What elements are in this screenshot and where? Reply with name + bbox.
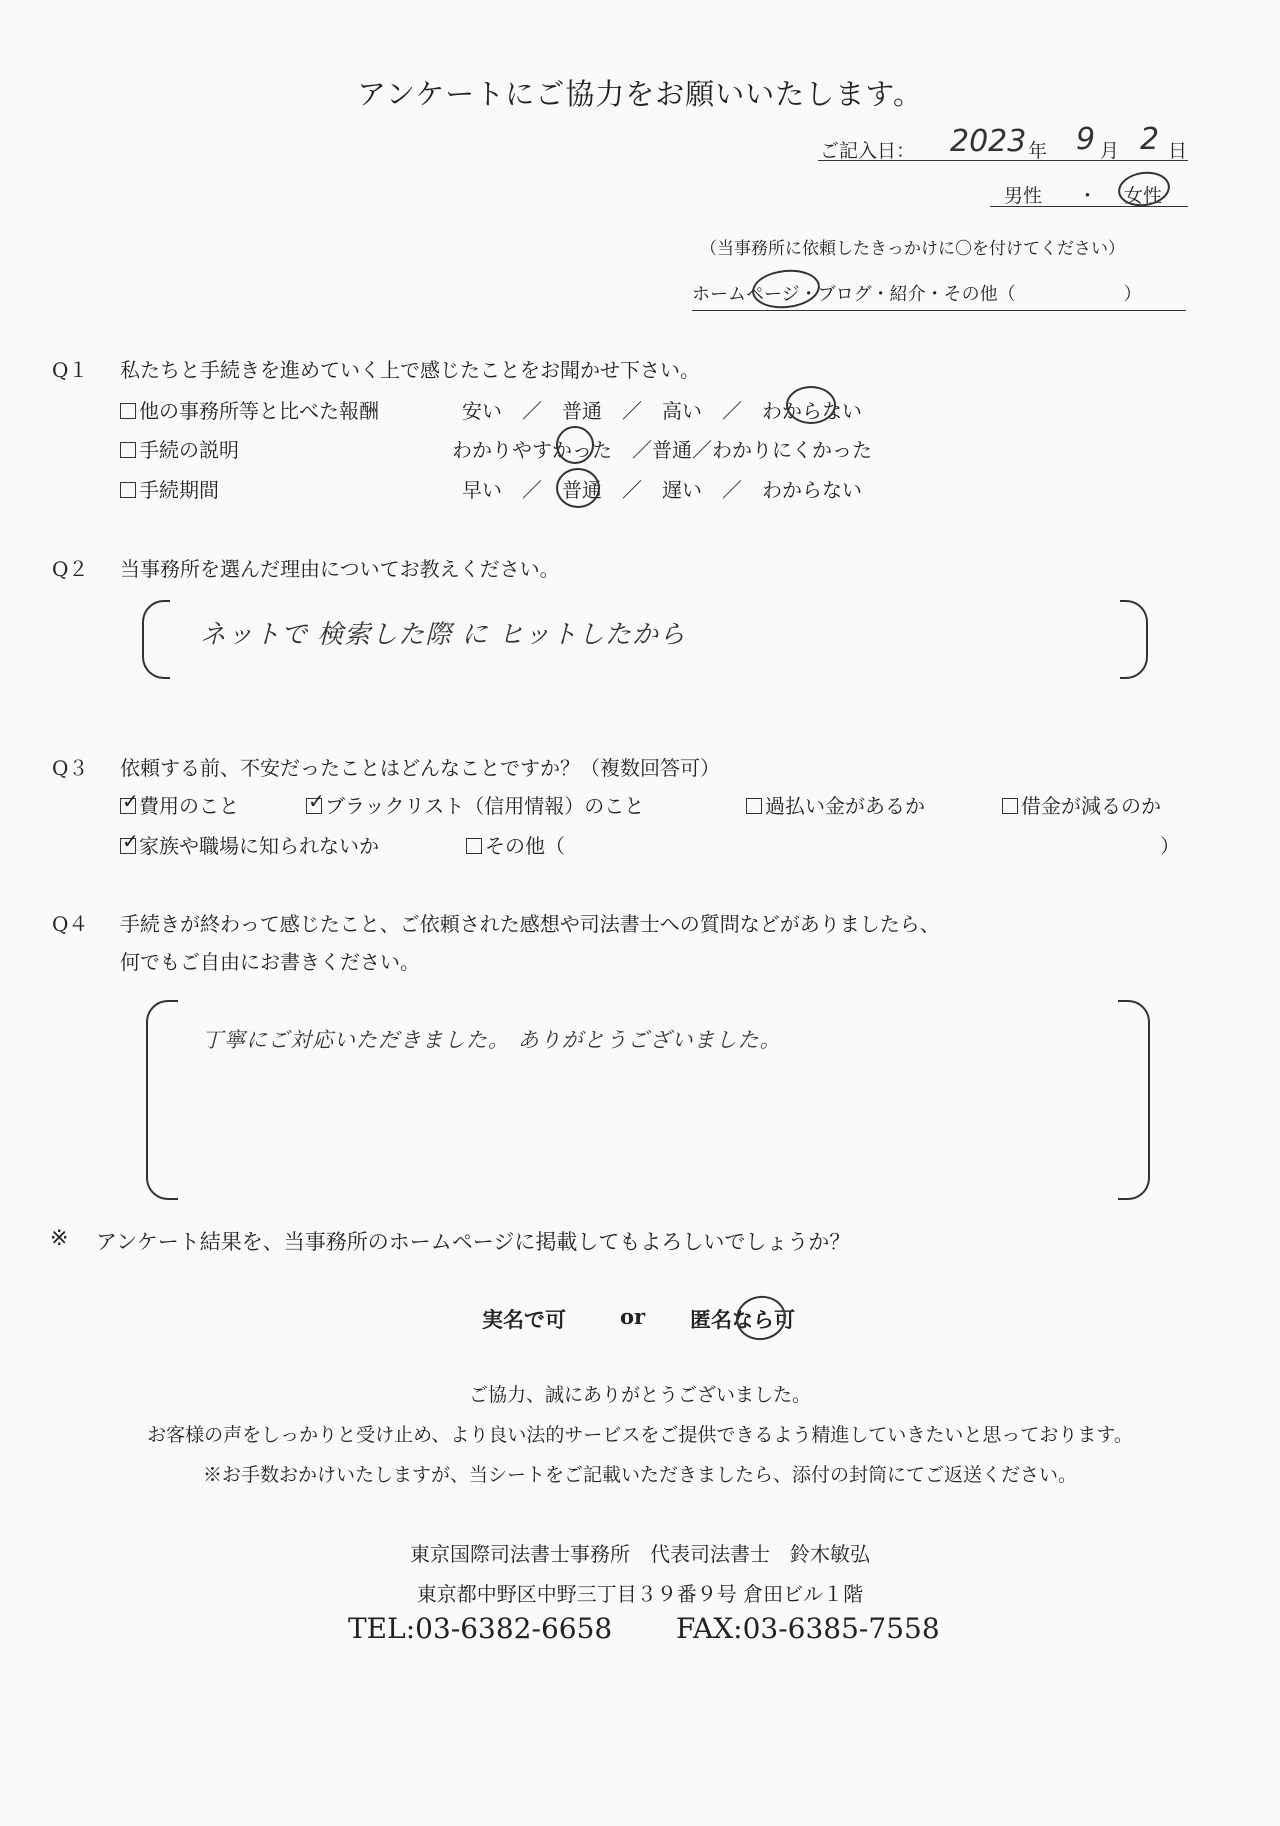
date-line [818, 124, 1188, 161]
q3-option-label: 家族や職場に知られないか [139, 834, 379, 858]
q1-row-label: 手続の説明 [139, 438, 239, 462]
q2-number: Q２ [52, 557, 89, 581]
q2-answer[interactable]: ネットで 検索した際 に ヒットしたから [200, 620, 687, 650]
date-day-unit: 日 [1168, 140, 1188, 162]
q3-option-other [466, 830, 565, 859]
date-year-unit: 年 [1028, 140, 1048, 162]
q1-row-label: 他の事務所等と比べた報酬 [139, 399, 379, 423]
checkbox[interactable] [1002, 798, 1018, 814]
q3-text: 依頼する前、不安だったことはどんなことですか？（複数回答可） [120, 756, 720, 780]
q4-answer-bracket-right [1118, 1000, 1150, 1200]
q3-number: Q３ [52, 756, 89, 780]
q2-answer-bracket-right [1120, 600, 1148, 679]
gender-sep: ・ [1078, 185, 1098, 207]
answer-circle-mark [556, 468, 600, 508]
checkbox-checked[interactable] [120, 798, 136, 814]
q1-number: Q１ [52, 358, 89, 382]
source-options: ホームページ・ブログ・紹介・その他（ ） [692, 280, 1186, 311]
checkbox-checked[interactable] [306, 798, 322, 814]
q1-row-explanation [120, 434, 239, 463]
q1-row-fee-options: 安い ／ 普通 ／ 高い ／ わからない [462, 399, 862, 423]
q4-text-line1: 手続きが終わって感じたこと、ご依頼された感想や司法書士への質問などがありましたら、 [120, 912, 940, 936]
answer-circle-mark [786, 386, 836, 424]
checkbox[interactable] [120, 482, 136, 498]
q1-text: 私たちと手続きを進めていく上で感じたことをお聞かせ下さい。 [120, 358, 700, 382]
q2-answer-bracket-left [142, 600, 170, 679]
publish-anonymous[interactable]: 匿名なら可 [690, 1307, 795, 1332]
checkbox-checked[interactable] [120, 838, 136, 854]
date-label: ご記入日： [820, 140, 916, 162]
date-day: 2 [1140, 122, 1160, 157]
office-fax: FAX:03-6385-7558 [676, 1612, 940, 1645]
q4-number: Q４ [52, 912, 89, 936]
gender-male: 男性 [1004, 185, 1043, 207]
publish-real-name[interactable]: 実名で可 [482, 1307, 566, 1332]
q3-option-cost [120, 790, 239, 819]
q3-option-debt [1002, 790, 1161, 819]
q4-text-line2: 何でもご自由にお書きください。 [120, 950, 420, 974]
q3-option-label: 借金が減るのか [1021, 794, 1161, 818]
q3-option-blacklist [306, 790, 644, 819]
closing-line2: お客様の声をしっかりと受け止め、より良い法的サービスをご提供できるよう精進していきたいと思っております。 [147, 1424, 1133, 1446]
office-name: 東京国際司法書士事務所 代表司法書士 鈴木敏弘 [410, 1542, 870, 1566]
q3-option-label: ブラックリスト（信用情報）のこと [325, 794, 645, 818]
date-month-unit: 月 [1100, 140, 1120, 162]
q1-row-duration-options: 早い ／ 普通 ／ 遅い ／ わからない [462, 478, 862, 502]
q1-row-duration [120, 474, 219, 503]
checkbox[interactable] [120, 442, 136, 458]
q1-row-label: 手続期間 [139, 478, 219, 502]
q1-row-fee [120, 395, 379, 424]
q3-option-label: 費用のこと [139, 794, 239, 818]
office-tel: TEL:03-6382-6658 [348, 1612, 613, 1645]
q3-option-label: その他（ [485, 834, 565, 858]
q4-answer-bracket-left [146, 1000, 178, 1200]
closing-line3: ※お手数おかけいたしますが、当シートをご記載いただきましたら、添付の封筒にてご返送ください。 [202, 1464, 1077, 1486]
checkbox[interactable] [746, 798, 762, 814]
publish-or: or [620, 1304, 646, 1329]
answer-circle-mark [556, 426, 594, 464]
q3-other-close: ） [1160, 834, 1180, 858]
q1-row-explanation-options: わかりやすかった ／普通／わかりにくかった [452, 438, 872, 462]
q4-answer[interactable]: 丁寧にご対応いただきました。 ありがとうございました。 [202, 1028, 782, 1052]
gender-female: 女性 [1124, 185, 1163, 207]
checkbox[interactable] [466, 838, 482, 854]
q2-text: 当事務所を選んだ理由についてお教えください。 [120, 557, 560, 581]
office-address: 東京都中野区中野三丁目３９番９号 倉田ビル１階 [416, 1582, 864, 1606]
source-instruction: （当事務所に依頼したきっかけに〇を付けてください） [700, 239, 1125, 259]
publish-question: アンケート結果を、当事務所のホームページに掲載してもよろしいでしょうか？ [96, 1230, 851, 1254]
date-year: 2023 [950, 124, 1027, 159]
q3-option-family [120, 830, 379, 859]
page-title: アンケートにご協力をお願いいたします。 [357, 77, 923, 111]
anonymous-circle-mark [733, 1292, 790, 1344]
date-month: 9 [1076, 122, 1096, 157]
publish-mark: ※ [50, 1226, 69, 1251]
q3-option-overpayment [746, 790, 925, 819]
q3-option-label: 過払い金があるか [765, 794, 925, 818]
checkbox[interactable] [120, 403, 136, 419]
closing-line1: ご協力、誠にありがとうございました。 [468, 1384, 811, 1406]
